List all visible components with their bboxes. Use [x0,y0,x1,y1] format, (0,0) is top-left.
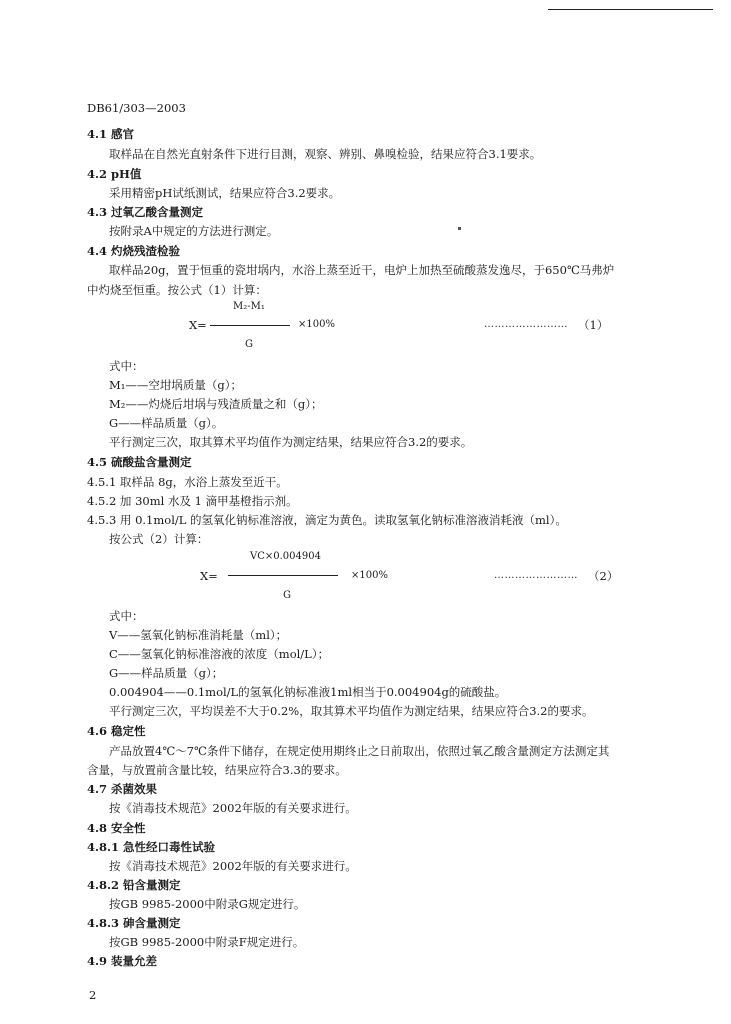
var-4-5-4: 0.004904——0.1mol/L的氢氧化钠标准液1ml相当于0.004904g的硫酸盐。 [109,685,507,699]
heading-4-7: 4.7 杀菌效果 [87,782,158,796]
formula-1-denominator: G [245,339,253,350]
step-4-5-3: 4.5.3 用 0.1mol/L 的氢氧化钠标准溶液，滴定为黄色。读取氢氧化钠标准溶液消耗液（ml）。 [87,513,567,527]
text-4-6-line2: 含量，与放置前含量比较，结果应符合3.3的要求。 [87,763,347,777]
heading-4-2: 4.2 pH值 [87,167,142,181]
var-4-4-2: M₂——灼烧后坩埚与残渣质量之和（g）； [109,397,323,411]
var-4-5-2: C——氢氧化钠标准溶液的浓度（mol/L）； [109,647,330,661]
text-4-1: 取样品在自然光直射条件下进行目测，观察、辨别、鼻嗅检验，结果应符合3.1要求。 [109,147,542,161]
note-4-4: 平行测定三次，取其算术平均值作为测定结果，结果应符合3.2的要求。 [109,435,473,449]
heading-4-8-1: 4.8.1 急性经口毒性试验 [87,840,216,854]
heading-4-8-3: 4.8.3 砷含量测定 [87,916,181,930]
var-4-5-1: V——氢氧化钠标准消耗量（ml）； [109,628,288,642]
where-4-4: 式中： [109,359,144,373]
header-rule [548,9,713,10]
formula-2-multiplier: ×100% [351,570,388,581]
text-4-6-line1: 产品放置4℃～7℃条件下储存，在规定使用期终止之日前取出，依照过氧乙酸含量测定方法测定其 [109,744,610,758]
formula-2-leader: …………………… [494,570,578,581]
text-4-8-1: 按《消毒技术规范》2002年版的有关要求进行。 [109,859,357,873]
scan-speck [458,227,461,230]
text-4-4-line2: 中灼烧至恒重。按公式（1）计算： [87,283,267,297]
heading-4-5: 4.5 硫酸盐含量测定 [87,455,192,469]
var-4-4-1: M₁——空坩埚质量（g）； [109,378,242,392]
formula-2-lhs: X= [200,569,218,583]
text-4-7: 按《消毒技术规范》2002年版的有关要求进行。 [109,801,357,815]
text-4-8-3: 按GB 9985-2000中附录F规定进行。 [109,935,305,949]
step-4-5-1: 4.5.1 取样品 8g，水浴上蒸发至近干。 [87,475,288,489]
var-4-5-3: G——样品质量（g）； [109,666,224,680]
heading-4-8-2: 4.8.2 铅含量测定 [87,878,181,892]
formula-2-fraction-bar [228,575,338,576]
var-4-4-3: G——样品质量（g）。 [109,416,224,430]
formula-2-denominator: G [283,590,291,601]
heading-4-8: 4.8 安全性 [87,821,146,835]
formula-2-number: （2） [588,569,619,583]
text-4-4-line1: 取样品20g，置于恒重的瓷坩埚内，水浴上蒸至近干，电炉上加热至硫酸蒸发逸尽，于650℃马弗炉 [109,263,615,277]
where-4-5: 式中： [109,609,144,623]
calc-4-5: 按公式（2）计算： [109,532,209,546]
step-4-5-2: 4.5.2 加 30ml 水及 1 滴甲基橙指示剂。 [87,494,298,508]
text-4-3: 按附录A中规定的方法进行测定。 [109,224,279,238]
formula-1-fraction-bar [210,325,290,326]
text-4-8-2: 按GB 9985-2000中附录G规定进行。 [109,897,306,911]
heading-4-4: 4.4 灼烧残渣检验 [87,244,181,258]
formula-1-leader: …………………… [484,319,568,330]
formula-1-multiplier: ×100% [298,319,335,330]
heading-4-9: 4.9 装量允差 [87,954,158,968]
text-4-2: 采用精密pH试纸测试，结果应符合3.2要求。 [109,186,341,200]
heading-4-6: 4.6 稳定性 [87,724,146,738]
formula-1-numerator: M₂-M₁ [233,301,265,312]
formula-1-lhs: X= [189,318,207,332]
doc-code: DB61/303—2003 [87,101,186,115]
formula-1-number: （1） [578,318,609,332]
note-4-5: 平行测定三次，平均误差不大于0.2%，取其算术平均值作为测定结果，结果应符合3.2的要求。 [109,704,594,718]
page-number: 2 [89,988,97,1002]
heading-4-1: 4.1 感官 [87,127,135,141]
heading-4-3: 4.3 过氧乙酸含量测定 [87,205,204,219]
formula-2-numerator: VC×0.004904 [250,551,321,562]
